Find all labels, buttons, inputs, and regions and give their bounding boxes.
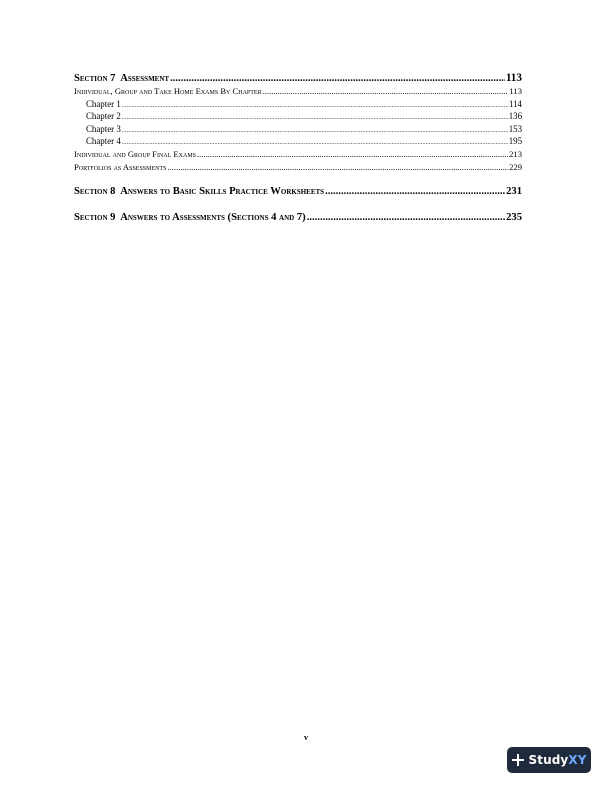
dot-leader xyxy=(122,100,508,111)
toc-page-number: 235 xyxy=(506,212,522,224)
toc-chapter-entry[interactable] xyxy=(74,123,522,136)
toc-section-label: Section 9 Answers to Assessments (Sections 4 and 7) xyxy=(74,212,306,224)
brand-name: StudyXY xyxy=(528,753,587,767)
toc-section-8[interactable] xyxy=(74,185,522,199)
dot-leader xyxy=(170,72,505,85)
toc-page-number: 113 xyxy=(509,86,522,96)
toc-entry-label: Chapter 3 xyxy=(86,123,121,134)
dot-leader xyxy=(122,137,508,148)
toc-page-number: 114 xyxy=(509,98,522,109)
dot-leader xyxy=(197,148,508,161)
toc-section-7[interactable] xyxy=(74,71,522,85)
toc-page-number: 229 xyxy=(509,161,522,172)
toc-chapter-entry[interactable] xyxy=(74,98,522,111)
toc-page-number: 136 xyxy=(508,111,522,122)
toc-entry[interactable] xyxy=(74,161,522,174)
toc-entry-label: Chapter 4 xyxy=(86,136,121,147)
dot-leader xyxy=(307,211,505,225)
toc-entry-label: Chapter 1 xyxy=(86,98,121,109)
toc-entry-label: Individual and Group Final Exams xyxy=(74,148,197,159)
toc-entry-label: Chapter 2 xyxy=(86,111,121,122)
studyxy-watermark-badge[interactable] xyxy=(507,747,591,773)
page-number: v xyxy=(304,733,308,742)
toc-page-number: 153 xyxy=(508,123,522,134)
toc-chapter-entry[interactable] xyxy=(74,110,522,123)
dot-leader xyxy=(263,85,509,98)
dot-leader xyxy=(122,112,508,123)
toc-page-number: 195 xyxy=(508,136,522,147)
dot-leader xyxy=(167,161,508,174)
toc-section-label: Section 8 Answers to Basic Skills Practice Worksheets xyxy=(74,186,325,198)
plus-icon xyxy=(512,754,524,766)
toc-chapter-entry[interactable] xyxy=(74,135,522,148)
toc-page-number: 213 xyxy=(509,148,522,159)
toc-entry-label: Individual, Group and Take Home Exams By Chapter xyxy=(74,86,262,96)
dot-leader xyxy=(122,125,508,136)
toc-page-number: 113 xyxy=(505,72,522,84)
toc-entry[interactable] xyxy=(74,85,522,98)
table-of-contents xyxy=(74,71,522,225)
spacer xyxy=(74,199,522,211)
toc-page-number: 231 xyxy=(506,186,522,198)
dot-leader xyxy=(325,185,505,199)
spacer xyxy=(74,173,522,185)
toc-entry-label: Portfolios as Assessments xyxy=(74,161,167,172)
toc-entry[interactable] xyxy=(74,148,522,161)
toc-section-9[interactable] xyxy=(74,211,522,225)
toc-section-label: Section 7 Assessment xyxy=(74,73,170,84)
